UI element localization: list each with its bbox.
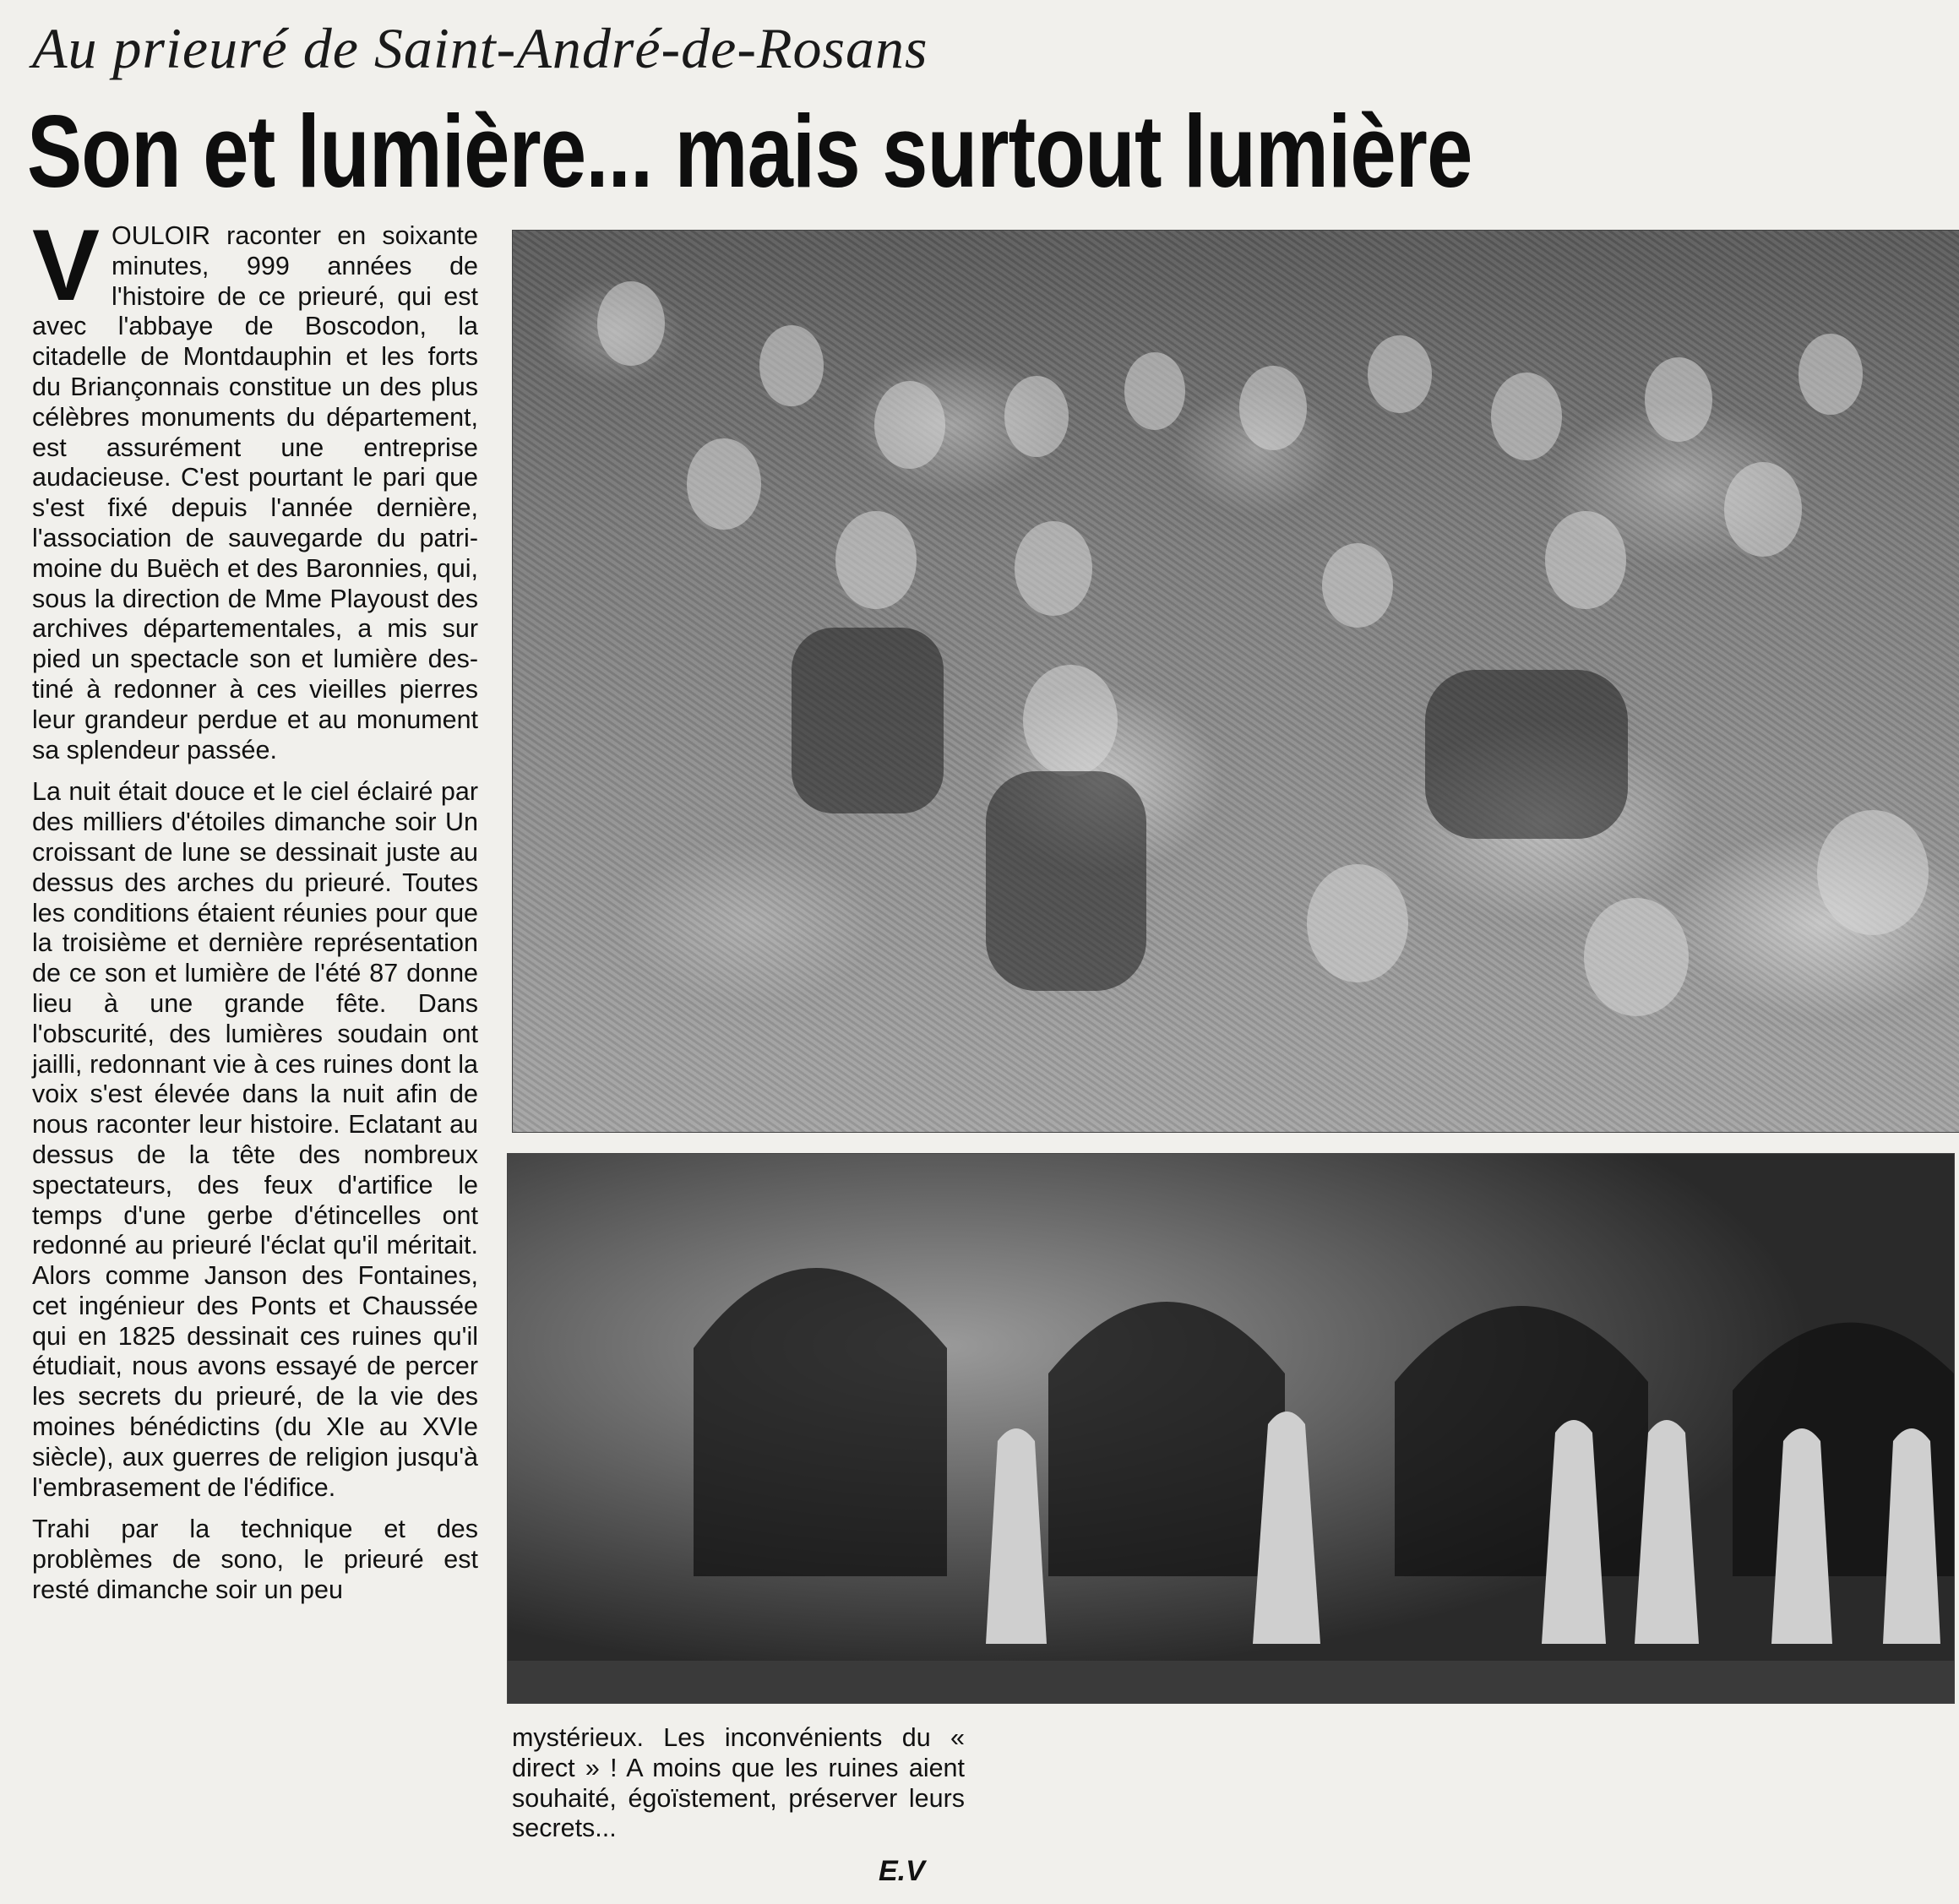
article-column-left [32, 209, 478, 1618]
article-paragraph-3: Trahi par la technique et des problèmes de sono, le prieuré est resté dimanche soir un peu [32, 1515, 478, 1605]
article-headline: Son et lumière... mais surtout lumière [27, 94, 1472, 209]
article-kicker: Au prieuré de Saint-André-de-Rosans [32, 16, 928, 80]
article-byline: E.V [879, 1855, 925, 1887]
paragraph-1-text: OULOIR raconter en soixante minutes, 999 années de l'histoire de ce prieuré, qui est avec l'abbaye de Boscodon, la citadelle de Montdauphin et les forts du Briançonnais constitue un des plus célèbres monuments du département, est assurément une entreprise audacieuse. C'est pourtant le pari que s'est fixé depuis l'année dernière, l'association de sauvegarde du patrimoine du Buëch et des Baronnies, qui, sous la direction de Mme Playoust des archives départementales, a mis sur pied un spectacle son et lumière destiné à redonner à ces vieilles pierres leur grandeur perdue et au monument sa splendeur passée. [32, 221, 478, 764]
crowd-photo [512, 230, 1959, 1133]
drop-cap: V [32, 209, 101, 322]
crowd-photo-illustration [513, 231, 1959, 1132]
article-column-continuation [512, 1723, 965, 1844]
article-paragraph-1 [32, 209, 478, 765]
article-paragraph-2: La nuit était douce et le ciel éclairé par des milliers d'étoiles dimanche soir Un croissant de lune se dessinait juste au dessus des arches du prieuré. Toutes les conditions étaient réunies pour que la troisième et dernière représentation de ce son et lumière de l'été 87 donne lieu à une grande fête. Dans l'obscurité, des lumières soudain ont jailli, redonnant vie à ces ruines dont la voix s'est élevée dans la nuit afin de nous raconter leur histoire. Eclatant au dessus de la tête des nombreux spectateurs, des feux d'artifice le temps d'une gerbe d'étincelles ont redonné au prieuré l'éclat qu'il méritait. Alors comme Janson des Fontaines, cet ingénieur des Ponts et Chaussée qui en 1825 dessinait ces ruines qu'il étudiait, nous avons essayé de percer les secrets du prieuré, de la vie des moines bénédictins (du XIe au XVIe siècle), aux guerres de religion jusqu'à l'embrasement de l'édifice. [32, 777, 478, 1502]
ruins-photo-illustration [508, 1154, 1954, 1703]
article-paragraph-4: mystérieux. Les inconvénients du « direct » ! A moins que les ruines aient souhaité, égoïstement, préserver leurs secrets... [512, 1723, 965, 1843]
ruins-performance-photo [507, 1153, 1955, 1704]
